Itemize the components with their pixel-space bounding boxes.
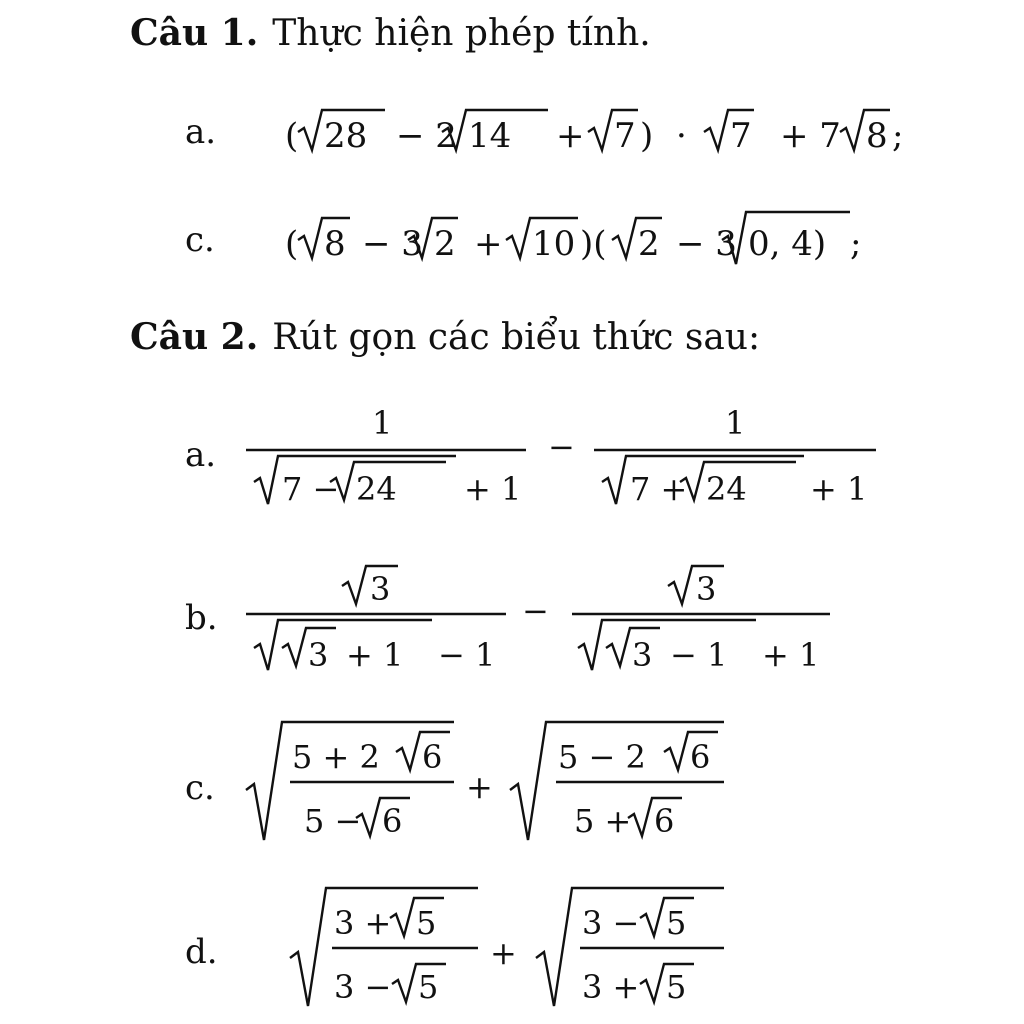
svg-text:−: − xyxy=(522,592,549,630)
q2-a-expression xyxy=(246,404,876,508)
svg-text:3 −: 3 − xyxy=(582,904,640,942)
svg-text:3: 3 xyxy=(308,636,329,674)
svg-text:+: + xyxy=(556,116,585,156)
svg-text:6: 6 xyxy=(422,738,443,776)
q2-item-b-label: b. xyxy=(185,598,218,638)
svg-text:(: ( xyxy=(285,224,299,264)
svg-text:7 +: 7 + xyxy=(630,470,688,508)
svg-text:3 −: 3 − xyxy=(334,968,392,1006)
svg-text:5: 5 xyxy=(418,968,439,1006)
svg-text:2: 2 xyxy=(434,224,456,264)
svg-text:·: · xyxy=(676,116,687,156)
svg-text:6: 6 xyxy=(382,802,403,840)
svg-text:;: ; xyxy=(892,116,904,156)
svg-text:5 − 2: 5 − 2 xyxy=(558,738,646,776)
svg-text:3 +: 3 + xyxy=(334,904,392,942)
svg-text:7: 7 xyxy=(614,116,636,156)
svg-text:8: 8 xyxy=(866,116,888,156)
question-1-title: Thực hiện phép tính. xyxy=(272,13,651,54)
svg-text:3 +: 3 + xyxy=(582,968,640,1006)
q2-b-expression xyxy=(246,566,830,674)
q2-item-d-label: d. xyxy=(185,932,218,972)
svg-text:14: 14 xyxy=(468,116,512,156)
svg-text:7: 7 xyxy=(730,116,752,156)
svg-text:6: 6 xyxy=(690,738,711,776)
svg-text:1: 1 xyxy=(725,404,746,442)
svg-text:3: 3 xyxy=(632,636,653,674)
svg-text:5: 5 xyxy=(666,904,687,942)
svg-text:(: ( xyxy=(285,116,299,156)
svg-text:+ 1: + 1 xyxy=(346,636,404,674)
svg-text:− 1: − 1 xyxy=(438,636,496,674)
q1-item-a-label: a. xyxy=(185,112,217,152)
svg-text:24: 24 xyxy=(706,470,747,508)
svg-text:2: 2 xyxy=(638,224,660,264)
svg-text:3: 3 xyxy=(696,570,717,608)
q2-item-a-label: a. xyxy=(185,435,217,475)
svg-text:6: 6 xyxy=(654,802,675,840)
svg-text:)(: )( xyxy=(580,224,607,264)
svg-text:+ 7: + 7 xyxy=(780,116,841,156)
question-1-number: Câu 1. xyxy=(130,12,259,54)
svg-text:− 2: − 2 xyxy=(396,116,457,156)
svg-text:): ) xyxy=(640,116,654,156)
q1-item-c-label: c. xyxy=(185,220,215,260)
question-2-title: Rút gọn các biểu thức sau: xyxy=(272,317,761,358)
svg-text:28: 28 xyxy=(324,116,368,156)
q2-d-expression xyxy=(290,888,724,1006)
svg-text:+ 1: + 1 xyxy=(464,470,522,508)
svg-text:24: 24 xyxy=(356,470,397,508)
svg-text:+ 1: + 1 xyxy=(762,636,820,674)
q2-c-expression xyxy=(246,722,724,840)
svg-text:0, 4): 0, 4) xyxy=(748,224,827,264)
svg-text:+: + xyxy=(490,934,517,972)
svg-text:5 + 2: 5 + 2 xyxy=(292,738,380,776)
svg-text:5: 5 xyxy=(416,904,437,942)
svg-text:−: − xyxy=(548,428,575,466)
q1-c-expression xyxy=(285,212,861,264)
q2-item-c-label: c. xyxy=(185,768,215,808)
svg-text:− 3: − 3 xyxy=(362,224,423,264)
svg-text:8: 8 xyxy=(324,224,346,264)
svg-text:+: + xyxy=(466,768,493,806)
svg-text:+ 1: + 1 xyxy=(810,470,868,508)
question-2-number: Câu 2. xyxy=(130,316,259,358)
svg-text:5 +: 5 + xyxy=(574,802,632,840)
svg-text:− 3: − 3 xyxy=(676,224,737,264)
svg-text:1: 1 xyxy=(372,404,393,442)
svg-text:+: + xyxy=(474,224,503,264)
svg-text:− 1: − 1 xyxy=(670,636,728,674)
svg-text:10: 10 xyxy=(532,224,576,264)
svg-text:3: 3 xyxy=(370,570,391,608)
svg-text:5 −: 5 − xyxy=(304,802,362,840)
svg-text:5: 5 xyxy=(666,968,687,1006)
q1-a-expression xyxy=(285,110,903,156)
svg-text:;: ; xyxy=(850,224,862,264)
svg-text:7 −: 7 − xyxy=(282,470,340,508)
